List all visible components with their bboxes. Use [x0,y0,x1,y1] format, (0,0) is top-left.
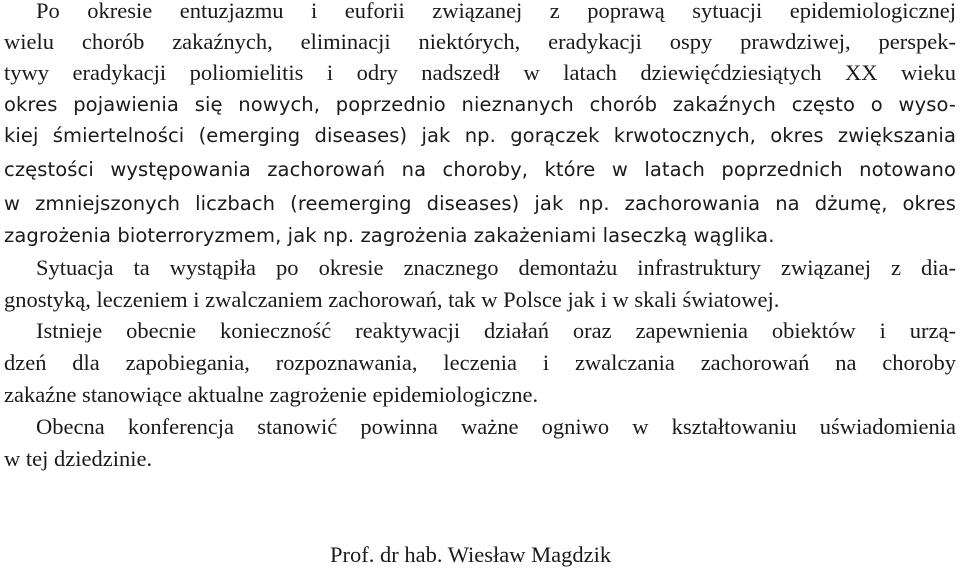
paragraph-line: zakaźne stanowiące aktualne zagrożenie epidemiologiczne. [4,382,539,407]
paragraph-line: Istnieje obecnie konieczność reaktywacji działań oraz zapewnienia obiektów i urzą- [36,318,956,343]
author-signature: Prof. dr hab. Wiesław Magdzik [330,542,612,567]
paragraph-line: w tej dziedzinie. [4,446,153,471]
paragraph-line: częstości występowania zachorowań na choroby, które w latach poprzednich notowano [4,158,956,181]
paragraph-line: zagrożenia bioterroryzmem, jak np. zagrożenia zakażeniami laseczką wąglika. [4,224,775,247]
paragraph-line: kiej śmiertelności (emerging diseases) jak np. gorączek krwotocznych, okres zwiększania [4,124,956,147]
paragraph-line: Sytuacja ta wystąpiła po okresie znacznego demontażu infrastruktury związanej z dia- [36,255,956,280]
paragraph-line: Po okresie entuzjazmu i euforii związanej z poprawą sytuacji epidemiologicznej [36,0,956,23]
paragraph-line: dzeń dla zapobiegania, rozpoznawania, leczenia i zwalczania zachorowań na choroby [4,350,956,375]
paragraph-line: okres pojawienia się nowych, poprzednio nieznanych chorób zakaźnych często o wyso- [4,93,956,116]
paragraph-line: w zmniejszonych liczbach (reemerging diseases) jak np. zachorowania na dżumę, okres [4,192,956,215]
paragraph-line: wielu chorób zakaźnych, eliminacji niektórych, eradykacji ospy prawdziwej, perspek- [4,29,956,54]
paragraph-line: Obecna konferencja stanowić powinna ważne ogniwo w kształtowaniu uświadomienia [36,414,956,439]
paragraph-line: gnostyką, leczeniem i zwalczaniem zachorowań, tak w Polsce jak i w skali światowej. [4,287,780,312]
paragraph-line: tywy eradykacji poliomielitis i odry nadszedł w latach dziewięćdziesiątych XX wieku [4,60,956,85]
